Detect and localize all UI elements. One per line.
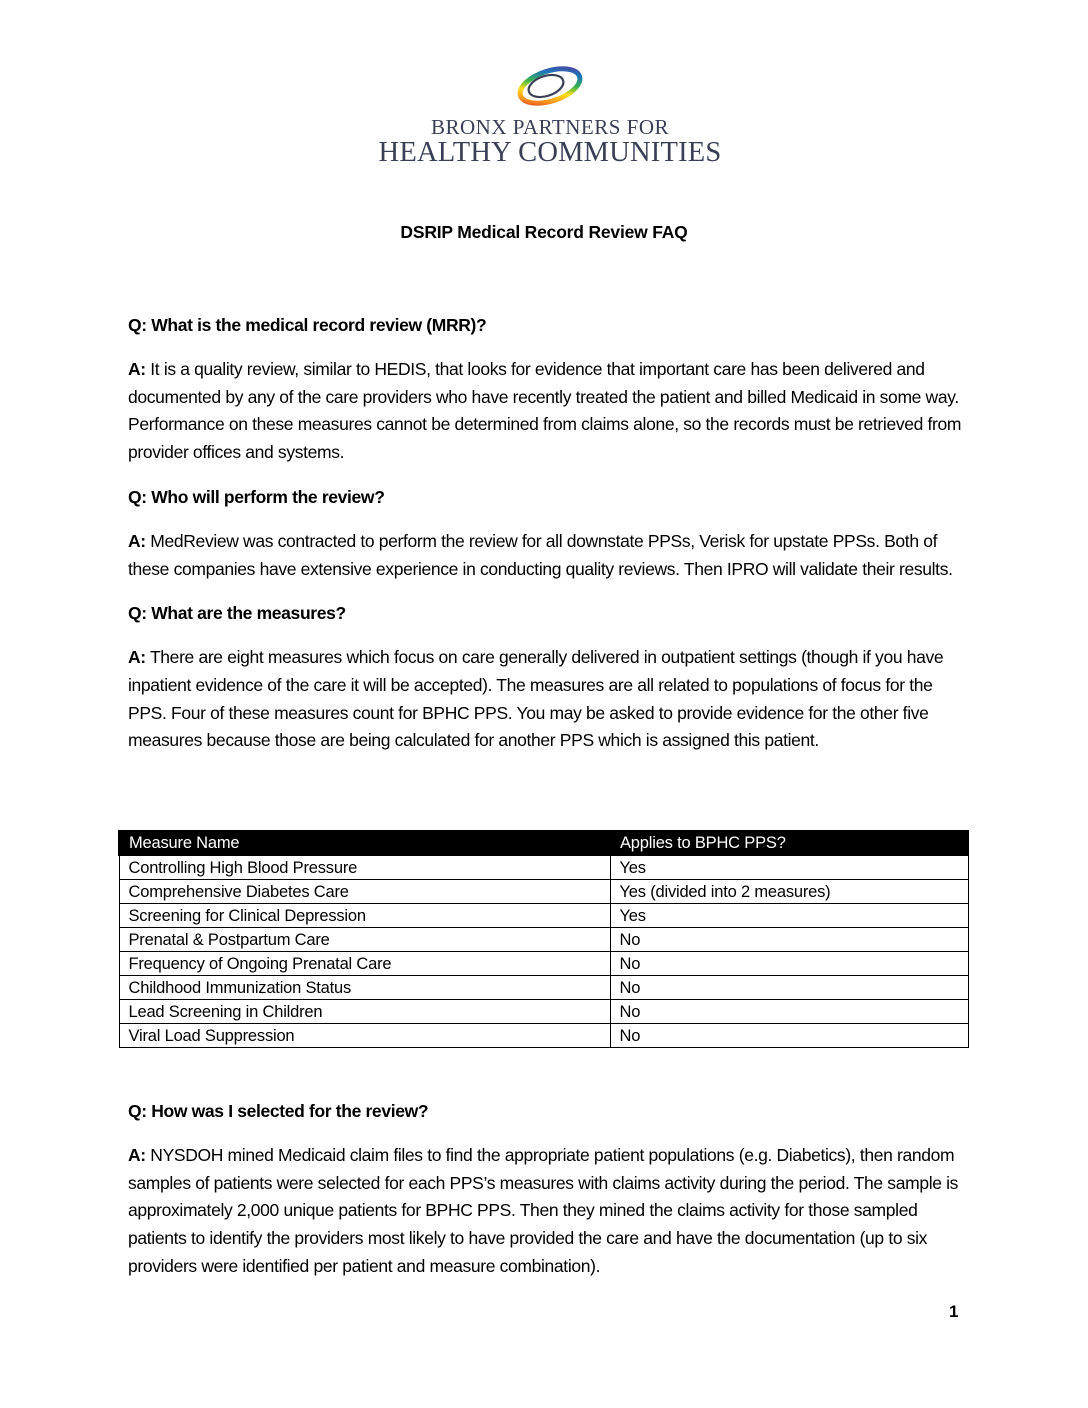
measure-name-cell: Screening for Clinical Depression [119, 904, 610, 928]
applies-cell: Yes [610, 855, 968, 880]
measure-name-cell: Frequency of Ongoing Prenatal Care [119, 952, 610, 976]
table-row [119, 928, 968, 952]
measure-name-cell: Controlling High Blood Pressure [119, 855, 610, 880]
table-row [119, 1000, 968, 1024]
column-header-measure-name: Measure Name [119, 831, 610, 855]
answer-label: A: [128, 530, 146, 551]
logo-text-line2: HEALTHY COMMUNITIES [378, 137, 722, 168]
answer-text: There are eight measures which focus on care generally delivered in outpatient settings (though if you have inpatient evidence of the care it will be accepted). The measures are all related to populations of focus for the PPS. Four of these measures count for BPHC PPS. You may be asked to provide evidence for the other five measures because those are being calculated for another PPS which is assigned this patient. [128, 647, 944, 751]
measure-name-cell: Prenatal & Postpartum Care [119, 928, 610, 952]
faq-question-4: Q: How was I selected for the review? [128, 1101, 429, 1121]
faq-answer-3 [128, 644, 968, 755]
table-row [119, 855, 968, 880]
faq-question-1: Q: What is the medical record review (MRR)? [128, 315, 487, 335]
answer-label: A: [128, 647, 146, 668]
applies-cell: No [610, 976, 968, 1000]
table-row [119, 880, 968, 904]
table-row [119, 1024, 968, 1048]
table-header-row [119, 831, 968, 855]
faq-question-2: Q: Who will perform the review? [128, 486, 385, 507]
answer-text: NYSDOH mined Medicaid claim files to find the appropriate patient populations (e.g. Diabetics), then random samples of patients were selected for each PPS’s measures with claims activity during the period. The sample is approximately 2,000 unique patients for BPHC PPS. Then they mined the claims activity for those sampled patients to identify the providers most likely to have provided the care and have the documentation (up to six providers were identified per patient and measure combination). [128, 1145, 959, 1276]
table-row [119, 976, 968, 1000]
applies-cell: Yes (divided into 2 measures) [610, 880, 968, 904]
logo-text-line1: BRONX PARTNERS FOR [430, 115, 670, 139]
table-row [119, 952, 968, 976]
faq-section-upper [128, 312, 968, 772]
organization-logo [360, 62, 740, 168]
applies-cell: No [610, 1024, 968, 1048]
answer-text: It is a quality review, similar to HEDIS, that looks for evidence that important care has been delivered and documented by any of the care providers who have recently treated the patient and billed Medicaid in some way. Performance on these measures cannot be determined from claims alone, so the records must be retrieved from provider offices and systems. [128, 359, 962, 463]
measure-name-cell: Childhood Immunization Status [119, 976, 610, 1000]
answer-label: A: [128, 359, 146, 379]
applies-cell: No [610, 928, 968, 952]
table-row [119, 904, 968, 928]
answer-label: A: [128, 1145, 146, 1165]
answer-text: MedReview was contracted to perform the review for all downstate PPSs, Verisk for upstate PPSs. Both of these companies have extensive experience in conducting quality reviews. Then IPRO will validate their results. [128, 530, 953, 579]
measure-name-cell: Viral Load Suppression [119, 1024, 610, 1048]
measure-name-cell: Comprehensive Diabetes Care [119, 880, 610, 904]
faq-question-3: Q: What are the measures? [128, 603, 346, 624]
column-header-applies: Applies to BPHC PPS? [610, 831, 968, 855]
faq-answer-2 [128, 528, 968, 583]
faq-answer-1 [128, 356, 968, 467]
applies-cell: Yes [610, 904, 968, 928]
faq-answer-4 [128, 1142, 968, 1281]
page-number: 1 [949, 1302, 959, 1321]
faq-section-lower [128, 1098, 968, 1298]
measures-table [118, 830, 969, 1048]
rainbow-ellipse-logo-icon [510, 62, 590, 110]
applies-cell: No [610, 1000, 968, 1024]
measure-name-cell: Lead Screening in Children [119, 1000, 610, 1024]
applies-cell: No [610, 952, 968, 976]
document-title: DSRIP Medical Record Review FAQ [400, 222, 688, 242]
